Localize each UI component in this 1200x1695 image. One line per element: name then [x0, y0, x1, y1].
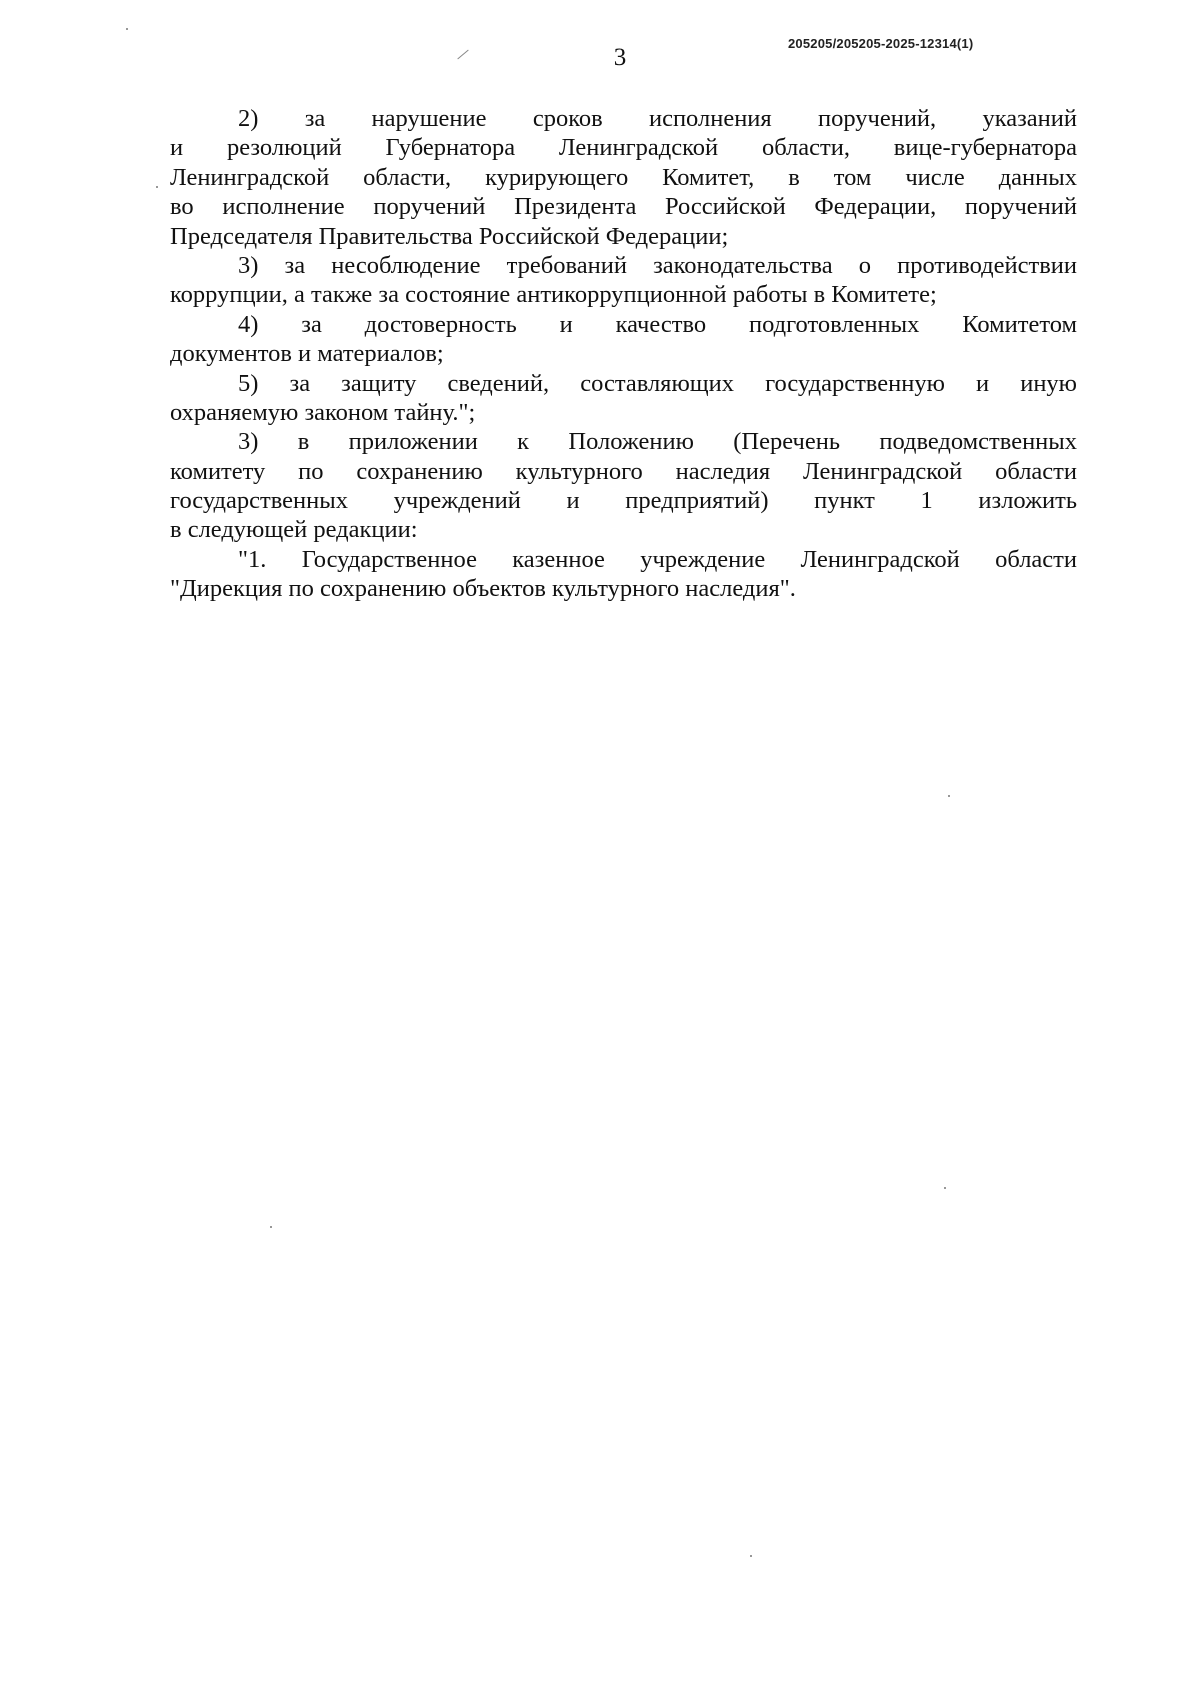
text-line: 5) за защиту сведений, составляющих государственную и иную — [238, 369, 1077, 397]
paragraph-new-item-text — [170, 545, 1077, 604]
paragraph-responsibility-deadlines — [170, 104, 1077, 251]
scan-speck — [750, 1555, 752, 1557]
text-line: охраняемую законом тайну."; — [170, 398, 476, 426]
paragraph-appendix-amendment — [170, 427, 1077, 545]
document-id: 205205/205205-2025-12314(1) — [788, 36, 974, 51]
paragraph-responsibility-documents — [170, 310, 1077, 369]
scan-speck — [944, 1187, 946, 1189]
paragraph-responsibility-secrets — [170, 369, 1077, 428]
text-line: и резолюций Губернатора Ленинградской области, вице-губернатора — [170, 134, 1077, 162]
text-line: 4) за достоверность и качество подготовленных Комитетом — [238, 310, 1077, 338]
text-line: в следующей редакции: — [170, 516, 418, 544]
paragraph-responsibility-anticorruption — [170, 251, 1077, 310]
text-line: Ленинградской области, курирующего Комитет, в том числе данных — [170, 163, 1077, 191]
document-body — [170, 104, 1077, 604]
text-line: 2) за нарушение сроков исполнения поручений, указаний — [238, 105, 1077, 132]
text-line: 3) за несоблюдение требований законодательства о противодействии — [238, 251, 1077, 279]
page-number: 3 — [613, 44, 627, 71]
scan-speck — [270, 1226, 272, 1228]
text-line: Председателя Правительства Российской Федерации; — [170, 222, 729, 250]
text-line: во исполнение поручений Президента Российской Федерации, поручений — [170, 193, 1077, 221]
text-line: документов и материалов; — [170, 340, 444, 368]
text-line: комитету по сохранению культурного наследия Ленинградской области — [170, 457, 1077, 485]
scan-speck — [948, 795, 950, 797]
scan-speck — [156, 186, 158, 188]
text-line: коррупции, а также за состояние антикоррупционной работы в Комитете; — [170, 281, 937, 309]
scan-speck — [126, 28, 128, 30]
text-line: 3) в приложении к Положению (Перечень подведомственных — [238, 428, 1077, 456]
text-line: "Дирекция по сохранению объектов культурного наследия". — [170, 575, 796, 603]
text-line: государственных учреждений и предприятий) пункт 1 изложить — [170, 487, 1077, 515]
text-line: "1. Государственное казенное учреждение Ленинградской области — [238, 545, 1077, 573]
